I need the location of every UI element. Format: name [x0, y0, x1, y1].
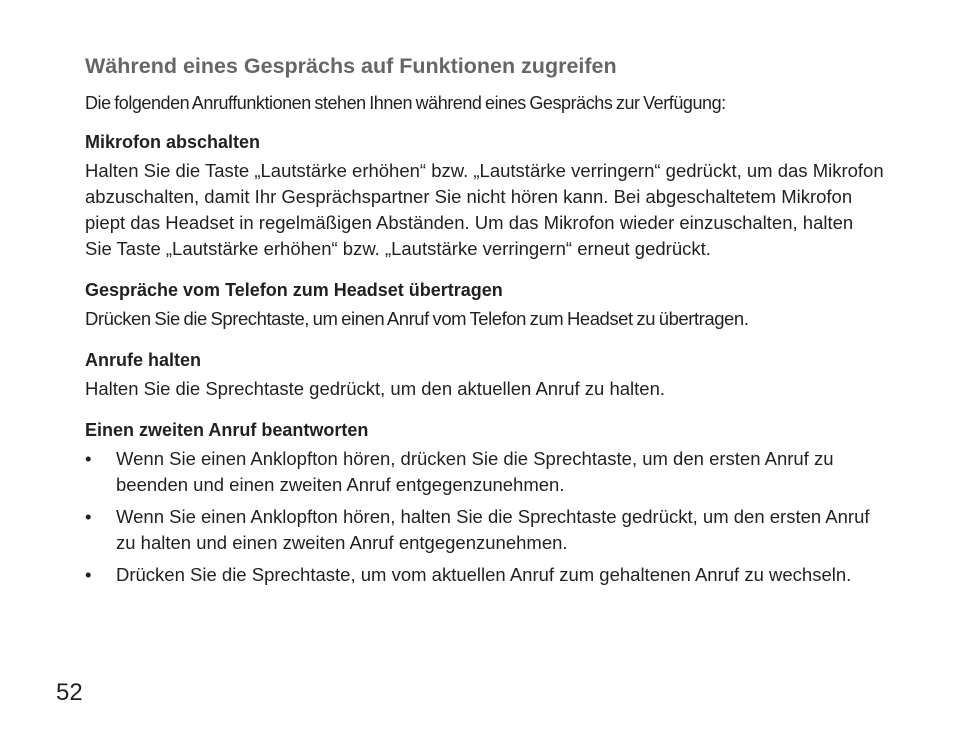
- section-body: Halten Sie die Taste „Lautstärke erhöhen“ bzw. „Lautstärke verringern“ gedrückt, um das Mikrofon abzuschalten, damit Ihr Gesprächspartner Sie nicht hören kann. Bei abgeschaltetem Mikrofon piept das Headset in regelmäßigen Abständen. Um das Mikrofon wieder einzuschalten, halten Sie Taste „Lautstärke erhöhen“ bzw. „Lautstärke verringern“ erneut gedrückt.: [85, 160, 884, 259]
- section-transfer-call: [85, 278, 885, 332]
- page-title: Während eines Gesprächs auf Funktionen zugreifen: [85, 54, 617, 78]
- list-item-text: Wenn Sie einen Anklopfton hören, drücken Sie die Sprechtaste, um den ersten Anruf zu beenden und einen zweiten Anruf entgegenzunehmen.: [116, 448, 834, 495]
- bullet-icon: •: [85, 564, 92, 585]
- list-item: [85, 504, 885, 556]
- section-body: Halten Sie die Sprechtaste gedrückt, um den aktuellen Anruf zu halten.: [85, 378, 666, 399]
- page-number: 52: [56, 679, 83, 706]
- section-heading: Einen zweiten Anruf beantworten: [85, 420, 369, 440]
- list-item-text: Wenn Sie einen Anklopfton hören, halten Sie die Sprechtaste gedrückt, um den ersten Anruf zu halten und einen zweiten Anruf entgegenzunehmen.: [116, 506, 870, 553]
- section-heading: Mikrofon abschalten: [85, 132, 261, 152]
- bullet-icon: •: [85, 506, 92, 527]
- section-mute-microphone: [85, 130, 885, 262]
- list-item: [85, 562, 885, 588]
- section-heading: Gespräche vom Telefon zum Headset übertragen: [85, 280, 503, 300]
- list-item: [85, 446, 885, 498]
- section-heading: Anrufe halten: [85, 350, 202, 370]
- section-body: Drücken Sie die Sprechtaste, um einen Anruf vom Telefon zum Headset zu übertragen.: [85, 308, 749, 329]
- bullet-list: [85, 446, 885, 588]
- section-second-call: [85, 418, 885, 588]
- bullet-icon: •: [85, 448, 92, 469]
- intro-text: Die folgenden Anruffunktionen stehen Ihnen während eines Gesprächs zur Verfügung:: [85, 93, 726, 113]
- manual-page: [85, 52, 885, 594]
- section-hold-call: [85, 348, 885, 402]
- list-item-text: Drücken Sie die Sprechtaste, um vom aktuellen Anruf zum gehaltenen Anruf zu wechseln.: [116, 564, 852, 585]
